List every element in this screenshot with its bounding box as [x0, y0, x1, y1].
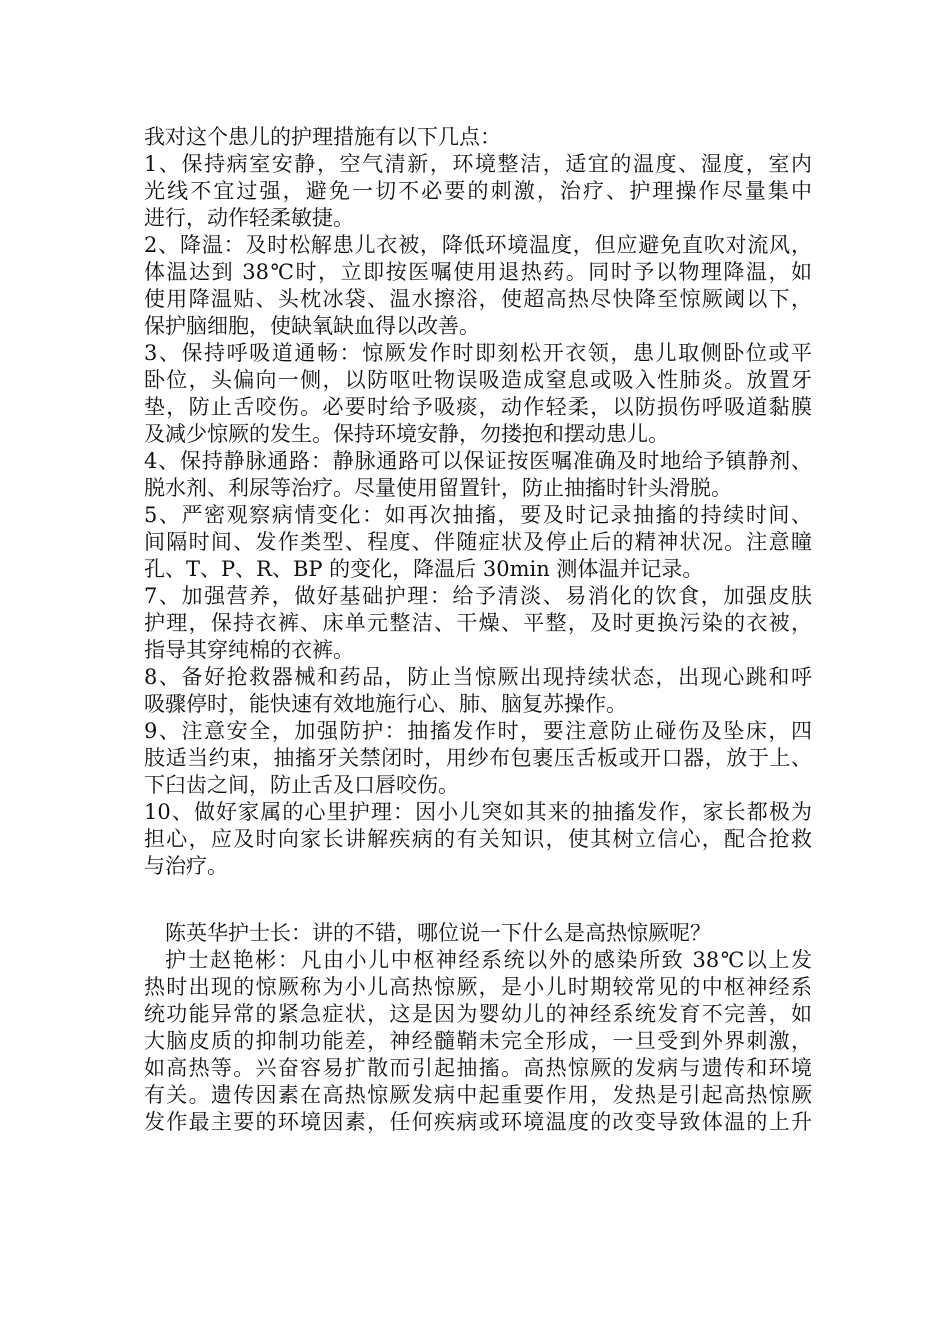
measure-line: 下臼齿之间，防止舌及口唇咬伤。: [144, 773, 459, 797]
measure-item-10: [144, 799, 812, 880]
measure-line: 7、加强营养，做好基础护理：给予清淡、易消化的饮食，加强皮肤: [144, 584, 812, 608]
measure-line: 卧位，头偏向一侧，以防呕吐物误吸造成窒息或吸入性肺炎。放置牙: [144, 368, 812, 392]
dialogue-head-nurse: [144, 920, 812, 947]
measure-line: 孔、T、P、R、BP 的变化，降温后 30min 测体温并记录。: [144, 557, 704, 581]
measure-line: 8、备好抢救器械和药品，防止当惊厥出现持续状态，出现心跳和呼: [144, 665, 812, 689]
dialogue-line: 如高热等。兴奋容易扩散而引起抽搐。高热惊厥的发病与遗传和环境: [144, 1056, 812, 1080]
measure-line: 脱水剂、利尿等治疗。尽量使用留置针，防止抽搐时针头滑脱。: [144, 476, 732, 500]
measure-item-4: [144, 448, 812, 502]
measure-line: 4、保持静脉通路：静脉通路可以保证按医嘱准确及时地给予镇静剂、: [144, 449, 812, 473]
dialogue-line: 有关。遗传因素在高热惊厥发病中起重要作用，发热是引起高热惊厥: [144, 1083, 812, 1107]
measure-item-2: [144, 232, 812, 340]
measure-line: 吸骤停时，能快速有效地施行心、肺、脑复苏操作。: [144, 692, 627, 716]
measure-line: 保护脑细胞，使缺氧缺血得以改善。: [144, 314, 480, 338]
measure-line: 进行，动作轻柔敏捷。: [144, 206, 354, 230]
measure-item-3: [144, 340, 812, 448]
dialogue-line: 护士赵艳彬：凡由小儿中枢神经系统以外的感染所致 38℃以上发: [165, 948, 812, 972]
measure-line: 1、保持病室安静，空气清新，环境整洁，适宜的温度、湿度，室内: [144, 152, 812, 176]
dialogue-line: 陈英华护士长：讲的不错，哪位说一下什么是高热惊厥呢？: [165, 921, 711, 945]
measure-item-1: [144, 151, 812, 232]
measure-line: 间隔时间、发作类型、程度、伴随症状及停止后的精神状况。注意瞳: [144, 530, 812, 554]
measure-item-7: [144, 583, 812, 664]
paragraph-gap: [144, 880, 812, 920]
dialogue-line: 统功能异常的紧急症状，这是因为婴幼儿的神经系统发育不完善，如: [144, 1002, 812, 1026]
measure-line: 与治疗。: [144, 854, 228, 878]
document-page: [144, 124, 812, 1136]
dialogue-line: 热时出现的惊厥称为小儿高热惊厥，是小儿时期较常见的中枢神经系: [144, 975, 812, 999]
measure-item-5: [144, 502, 812, 583]
measure-line: 2、降温：及时松解患儿衣被，降低环境温度，但应避免直吹对流风，: [144, 233, 812, 257]
measure-line: 护理，保持衣裤、床单元整洁、干燥、平整，及时更换污染的衣被，: [144, 611, 812, 635]
intro-line: 我对这个患儿的护理措施有以下几点：: [144, 125, 501, 149]
dialogue-line: 发作最主要的环境因素，任何疾病或环境温度的改变导致体温的上升: [144, 1110, 812, 1134]
measure-line: 担心，应及时向家长讲解疾病的有关知识，使其树立信心，配合抢救: [144, 827, 812, 851]
measure-item-9: [144, 718, 812, 799]
measure-line: 垫，防止舌咬伤。必要时给予吸痰，动作轻柔，以防损伤呼吸道黏膜: [144, 395, 812, 419]
measure-item-8: [144, 664, 812, 718]
measure-line: 指导其穿纯棉的衣裤。: [144, 638, 354, 662]
measure-line: 肢适当约束，抽搐牙关禁闭时，用纱布包裹压舌板或开口器，放于上、: [144, 746, 812, 770]
dialogue-nurse-answer: [144, 947, 812, 1136]
measure-line: 及减少惊厥的发生。保持环境安静，勿搂抱和摆动患儿。: [144, 422, 669, 446]
measure-line: 光线不宜过强，避免一切不必要的刺激，治疗、护理操作尽量集中: [144, 179, 812, 203]
measure-line: 体温达到 38℃时，立即按医嘱使用退热药。同时予以物理降温，如: [144, 260, 812, 284]
measure-line: 10、做好家属的心里护理：因小儿突如其来的抽搐发作，家长都极为: [144, 800, 812, 824]
measure-line: 5、严密观察病情变化：如再次抽搐，要及时记录抽搐的持续时间、: [144, 503, 812, 527]
measure-line: 使用降温贴、头枕冰袋、温水擦浴，使超高热尽快降至惊厥阈以下，: [144, 287, 812, 311]
measure-line: 3、保持呼吸道通畅：惊厥发作时即刻松开衣领，患儿取侧卧位或平: [144, 341, 812, 365]
dialogue-line: 大脑皮质的抑制功能差，神经髓鞘未完全形成，一旦受到外界刺激，: [144, 1029, 812, 1053]
measure-line: 9、注意安全，加强防护：抽搐发作时，要注意防止碰伤及坠床，四: [144, 719, 812, 743]
